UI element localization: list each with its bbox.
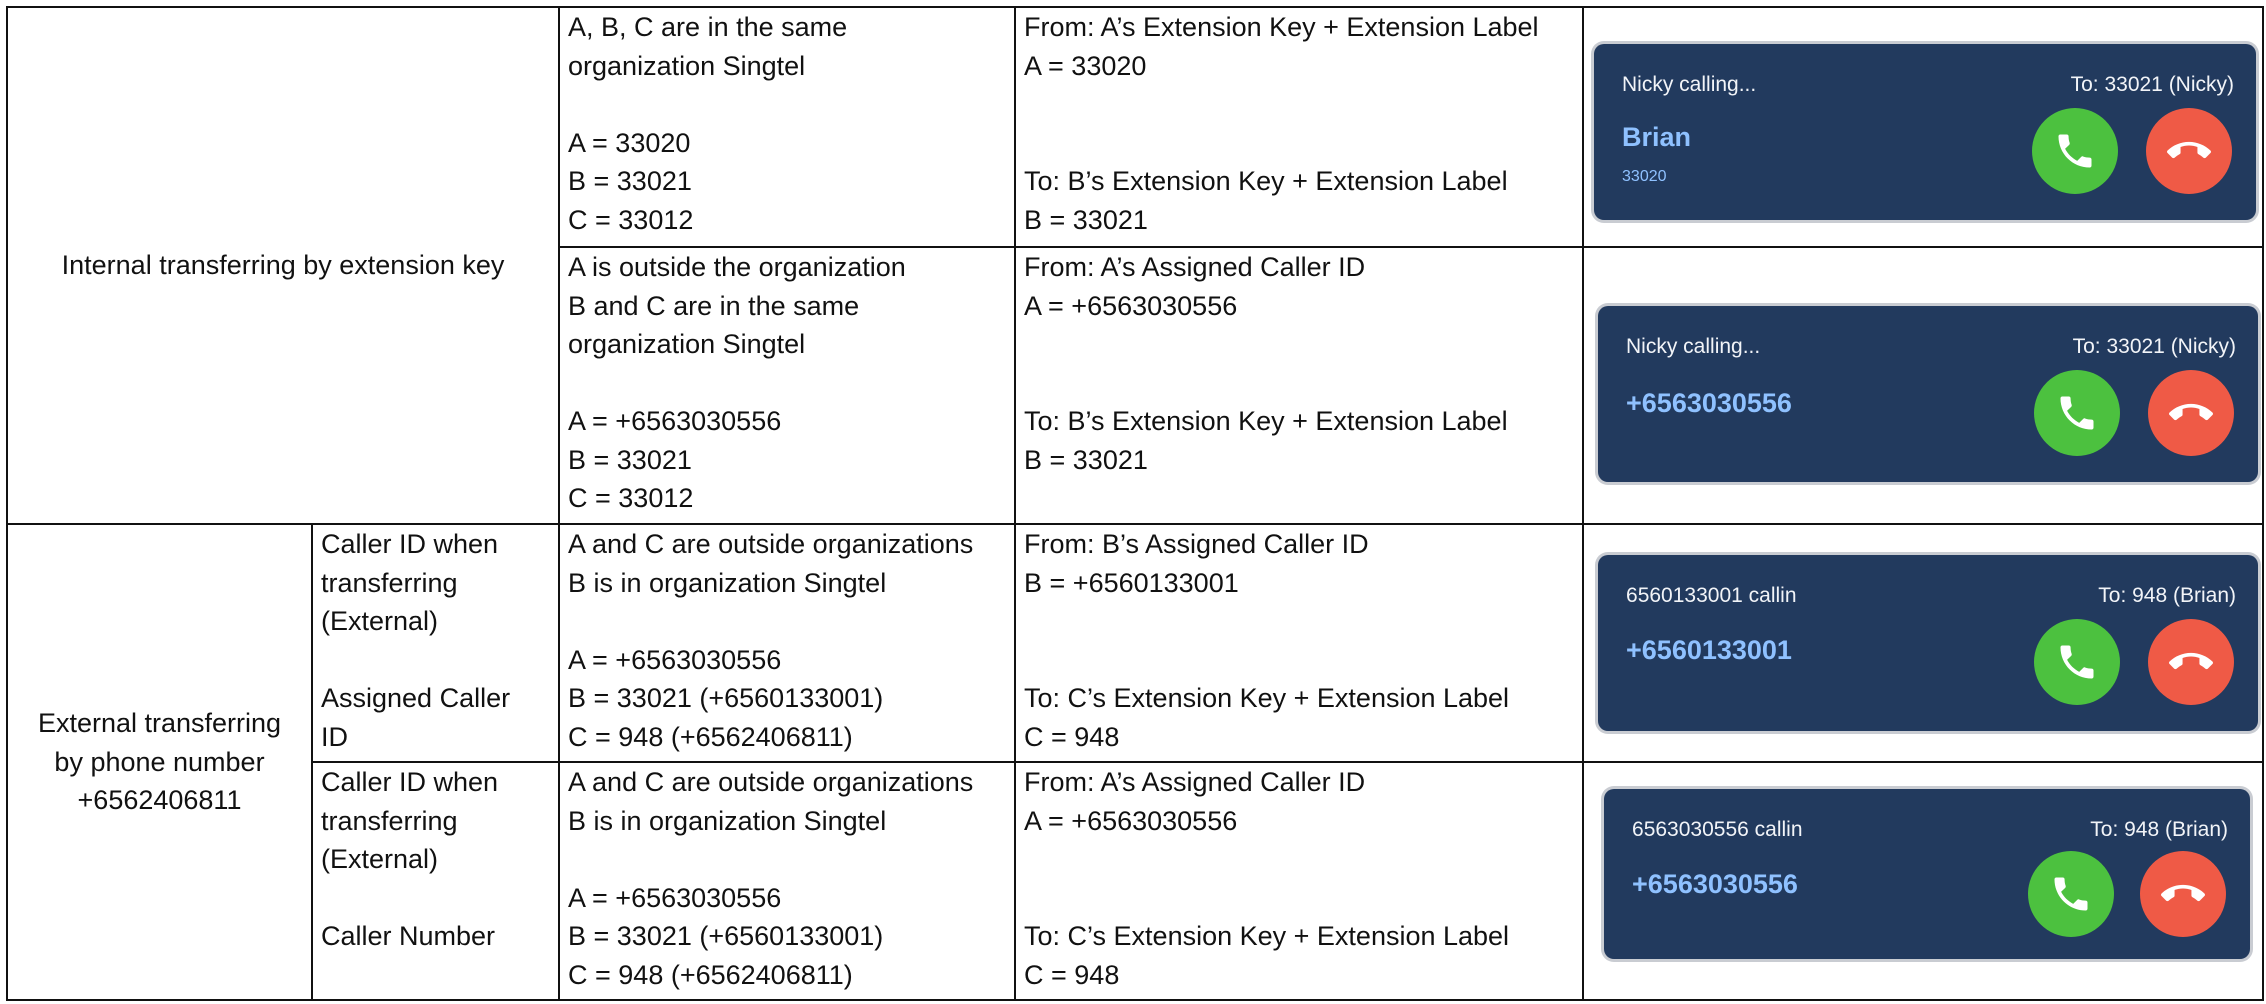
screenshot-cell xyxy=(1583,7,2263,247)
call-target: To: 33021 (Nicky) xyxy=(2072,335,2237,358)
decline-call-button[interactable] xyxy=(2140,851,2226,937)
phone-accept-icon xyxy=(2049,872,2093,916)
call-target: To: 948 (Brian) xyxy=(2090,818,2229,841)
text-line: C = 948 (+6562406811) xyxy=(568,959,853,990)
result-cell xyxy=(1015,524,1583,762)
text-line: C = 33012 xyxy=(568,204,694,235)
calling-text: 6560133001 callin xyxy=(1626,584,1797,607)
text-line: transferring xyxy=(321,567,458,598)
text-line xyxy=(1024,85,1574,124)
result-cell xyxy=(1015,247,1583,524)
phone-decline-icon xyxy=(2167,129,2211,173)
text-line: B = 33021 xyxy=(1024,204,1148,235)
text-line: C = 33012 xyxy=(568,483,694,513)
text-line: To: B’s Extension Key + Extension Label xyxy=(1024,406,1508,436)
calling-text: 6563030556 callin xyxy=(1632,818,1803,841)
text-line xyxy=(1024,879,1574,918)
accept-call-button[interactable] xyxy=(2032,108,2118,194)
text-line: A, B, C are in the same xyxy=(568,12,848,42)
scenario-cell xyxy=(559,762,1015,1000)
internal-case-label: Internal transferring by extension key xyxy=(61,250,505,281)
incoming-call-panel xyxy=(1604,789,2250,959)
decline-call-button[interactable] xyxy=(2148,619,2234,705)
decline-call-button[interactable] xyxy=(2146,108,2232,194)
text-line: B = 33021 xyxy=(568,166,692,196)
text-line: From: B’s Assigned Caller ID xyxy=(1024,529,1369,559)
text-line xyxy=(1024,325,1574,364)
table-row xyxy=(7,524,2263,762)
table-row xyxy=(7,762,2263,1000)
setting-cell xyxy=(312,524,559,762)
caller-name: +6560133001 xyxy=(1626,635,1792,665)
text-line xyxy=(1024,124,1574,163)
text-line: A is outside the organization xyxy=(568,252,906,282)
caller-number: 33020 xyxy=(1622,168,1667,185)
text-line: B = 33021 xyxy=(1024,444,1148,475)
text-line: (External) xyxy=(321,844,439,874)
scenario-cell xyxy=(559,524,1015,762)
text-line: (External) xyxy=(321,606,439,636)
text-line xyxy=(568,840,1006,879)
result-cell xyxy=(1015,7,1583,247)
phone-decline-icon xyxy=(2169,640,2213,684)
text-line: C = 948 xyxy=(1024,959,1120,990)
incoming-call-panel xyxy=(1594,44,2256,220)
text-line: A and C are outside organizations xyxy=(568,767,974,797)
text-line: A and C are outside organizations xyxy=(568,529,974,559)
incoming-call-panel xyxy=(1598,306,2258,482)
text-line: B = 33021 (+6560133001) xyxy=(568,921,884,951)
call-target: To: 948 (Brian) xyxy=(2098,584,2237,607)
text-line: Caller ID when xyxy=(321,529,499,559)
caller-name: Brian xyxy=(1622,122,1692,152)
text-line: A = +6563030556 xyxy=(1024,805,1238,836)
scenario-cell xyxy=(559,7,1015,247)
text-line: To: C’s Extension Key + Extension Label xyxy=(1024,921,1510,951)
screenshot-cell xyxy=(1583,762,2263,1000)
text-line: A = 33020 xyxy=(568,127,691,158)
text-line: To: C’s Extension Key + Extension Label xyxy=(1024,683,1510,713)
caller-name: +6563030556 xyxy=(1626,388,1792,418)
text-line xyxy=(321,879,550,918)
text-line: Assigned Caller xyxy=(321,683,511,713)
text-line: Caller ID when xyxy=(321,767,499,797)
text-line xyxy=(568,602,1006,641)
text-line: B and C are in the same xyxy=(568,290,860,321)
text-line: organization Singtel xyxy=(568,50,806,81)
text-line: B is in organization Singtel xyxy=(568,567,887,598)
result-cell xyxy=(1015,762,1583,1000)
text-line xyxy=(1024,641,1574,680)
phone-accept-icon xyxy=(2055,391,2099,435)
text-line xyxy=(1024,840,1574,879)
calling-text: Nicky calling... xyxy=(1626,335,1761,358)
text-line: Caller Number xyxy=(321,921,496,951)
text-line: From: A’s Assigned Caller ID xyxy=(1024,252,1366,282)
text-line: From: A’s Extension Key + Extension Label xyxy=(1024,12,1539,42)
phone-accept-icon xyxy=(2053,129,2097,173)
table-row xyxy=(7,7,2263,247)
text-line: A = 33020 xyxy=(1024,50,1147,81)
text-line: B is in organization Singtel xyxy=(568,805,887,836)
text-line: ID xyxy=(321,721,348,752)
external-case-label: by phone number xyxy=(54,746,265,777)
text-line xyxy=(1024,602,1574,641)
setting-cell xyxy=(312,762,559,1000)
text-line: A = +6563030556 xyxy=(568,644,782,675)
phone-accept-icon xyxy=(2055,640,2099,684)
text-line: From: A’s Assigned Caller ID xyxy=(1024,767,1366,797)
text-line xyxy=(568,364,1006,403)
calling-text: Nicky calling... xyxy=(1622,73,1757,96)
text-line xyxy=(1024,364,1574,403)
caller-name: +6563030556 xyxy=(1632,869,1798,899)
text-line: A = +6563030556 xyxy=(568,406,782,436)
phone-decline-icon xyxy=(2169,391,2213,435)
accept-call-button[interactable] xyxy=(2034,619,2120,705)
incoming-call-panel xyxy=(1598,555,2258,731)
external-case-label: +6562406811 xyxy=(77,785,242,816)
text-line: A = +6563030556 xyxy=(568,882,782,913)
text-line: transferring xyxy=(321,805,458,836)
call-target: To: 33021 (Nicky) xyxy=(2070,73,2235,96)
text-line xyxy=(568,85,1006,124)
text-line: C = 948 xyxy=(1024,721,1120,752)
screenshot-cell xyxy=(1583,524,2263,762)
external-case-cell xyxy=(7,524,312,1000)
screenshot-cell xyxy=(1583,247,2263,524)
transfer-table xyxy=(6,6,2264,1001)
text-line xyxy=(321,641,550,680)
internal-case-cell xyxy=(7,7,559,524)
text-line: C = 948 (+6562406811) xyxy=(568,721,853,752)
text-line: B = 33021 (+6560133001) xyxy=(568,683,884,713)
external-case-label: External transferring xyxy=(37,708,282,739)
text-line: To: B’s Extension Key + Extension Label xyxy=(1024,166,1508,196)
text-line: B = +6560133001 xyxy=(1024,567,1239,598)
phone-decline-icon xyxy=(2161,872,2205,916)
text-line: organization Singtel xyxy=(568,329,806,359)
text-line: B = 33021 xyxy=(568,444,692,475)
decline-call-button[interactable] xyxy=(2148,370,2234,456)
scenario-cell xyxy=(559,247,1015,524)
accept-call-button[interactable] xyxy=(2034,370,2120,456)
accept-call-button[interactable] xyxy=(2028,851,2114,937)
text-line: A = +6563030556 xyxy=(1024,290,1238,321)
